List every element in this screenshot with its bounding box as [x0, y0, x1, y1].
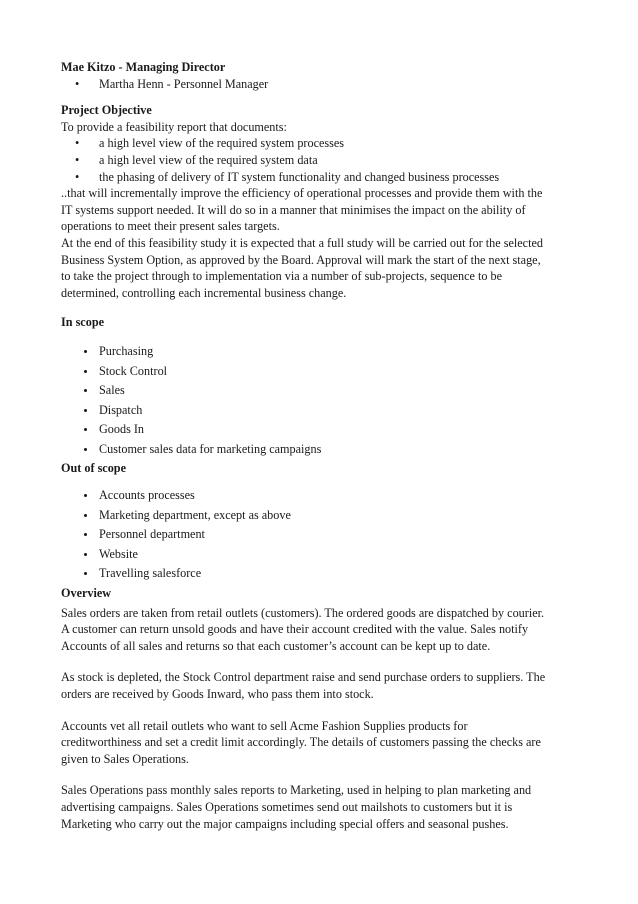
- text-line: IT systems support needed. It will do so in a manner that minimises the impact on the ability of: [61, 202, 526, 217]
- text-line: Sales orders are taken from retail outlets (customers). The ordered goods are dispatched by courier.: [61, 605, 545, 620]
- objective-bullet: • a high level view of the required system processes: [61, 135, 579, 152]
- text-line: advertising campaigns. Sales Operations sometimes send out mailshots to customers but it is: [61, 799, 513, 814]
- text-line: A customer can return unsold goods and have their account credited with the value. Sales notify: [61, 622, 529, 637]
- text-line: to take the project through to implementation via a number of sub-projects, sequence to be: [61, 269, 502, 284]
- text-line: Accounts vet all retail outlets who want to sell Acme Fashion Supplies products for: [61, 718, 468, 733]
- text-line: As stock is depleted, the Stock Control department raise and send purchase orders to suppliers. The: [61, 670, 546, 685]
- objective-paragraph-1: [61, 185, 579, 235]
- in-scope-item: Goods In: [61, 421, 579, 438]
- out-of-scope-heading: Out of scope: [61, 461, 126, 476]
- text-line: ..that will incrementally improve the efficiency of operational processes and provide them with the: [61, 186, 543, 201]
- text-line: At the end of this feasibility study it is expected that a full study will be carried out for the selected: [61, 235, 543, 250]
- in-scope-item: Sales: [61, 382, 579, 399]
- out-of-scope-list: [61, 487, 579, 582]
- out-of-scope-item: Accounts processes: [61, 487, 579, 504]
- out-of-scope-item: Website: [61, 546, 579, 563]
- in-scope-list: [61, 343, 579, 458]
- out-of-scope-item: Marketing department, except as above: [61, 507, 579, 524]
- objective-bullet: • a high level view of the required system data: [61, 152, 579, 169]
- overview-paragraph-3: [61, 718, 579, 768]
- in-scope-item: Stock Control: [61, 363, 579, 380]
- text-line: given to Sales Operations.: [61, 751, 189, 766]
- in-scope-heading: In scope: [61, 315, 105, 330]
- objective-bullet-list: [61, 135, 579, 185]
- objective-intro: To provide a feasibility report that documents:: [61, 119, 287, 134]
- header-bullet-list: [61, 76, 579, 93]
- text-line: orders are received by Goods Inward, who pass them into stock.: [61, 687, 374, 701]
- out-of-scope-item: Personnel department: [61, 526, 579, 543]
- in-scope-item: Customer sales data for marketing campaigns: [61, 441, 579, 458]
- overview-paragraph-2: [61, 669, 579, 702]
- text-line: determined, controlling each incremental business change.: [61, 285, 347, 300]
- text-line: Marketing who carry out the major campaigns including special offers and seasonal pushes.: [61, 816, 509, 831]
- document-page: [61, 59, 579, 832]
- text-line: Accounts of all sales and returns so that each customer’s account can be kept up to date.: [61, 638, 491, 653]
- objective-heading: Project Objective: [61, 103, 152, 118]
- in-scope-item: Purchasing: [61, 343, 579, 360]
- in-scope-item: Dispatch: [61, 402, 579, 419]
- text-line: creditworthiness and set a credit limit accordingly. The details of customers passing the checks are: [61, 735, 541, 750]
- out-of-scope-item: Travelling salesforce: [61, 565, 579, 582]
- text-line: Sales Operations pass monthly sales reports to Marketing, used in helping to plan marketing and: [61, 783, 532, 798]
- personnel-manager-line: • Martha Henn - Personnel Manager: [61, 76, 579, 93]
- overview-paragraph-4: [61, 782, 579, 832]
- text-line: operations to meet their present sales targets.: [61, 219, 280, 234]
- text-line: Business System Option, as approved by the Board. Approval will mark the start of the next stage,: [61, 252, 541, 267]
- objective-bullet: • the phasing of delivery of IT system functionality and changed business processes: [61, 169, 579, 186]
- objective-paragraph-2: [61, 235, 579, 301]
- overview-heading: Overview: [61, 586, 112, 601]
- managing-director-line: Mae Kitzo - Managing Director: [61, 60, 226, 74]
- overview-paragraph-1: [61, 605, 579, 655]
